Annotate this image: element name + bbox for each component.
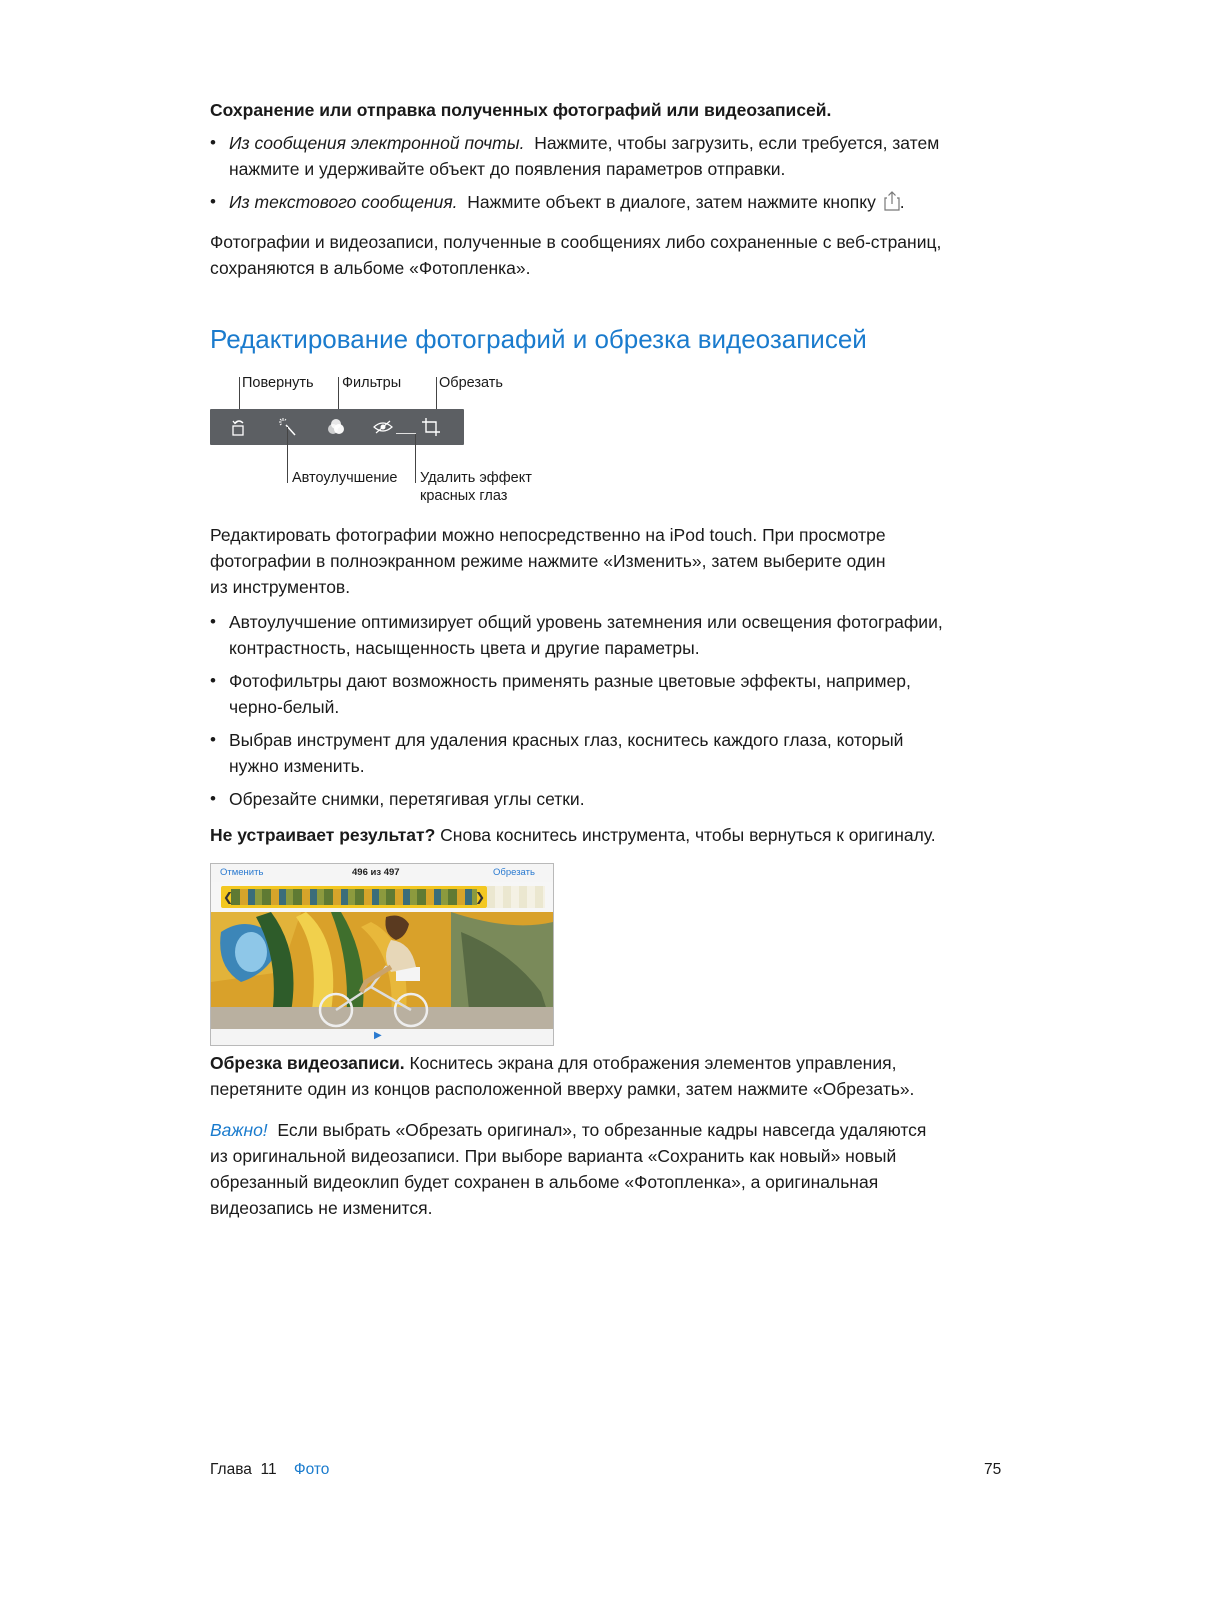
callout-redeye-line2: красных глаз [420,488,508,504]
frame-strip-outside [487,886,545,908]
section-title: Сохранение или отправка полученных фотографий или видеозаписей. [210,100,832,120]
video-trim-screenshot [210,863,554,1046]
para-line: фотографии в полноэкранном режиме нажмите «Изменить», затем выберите один [210,551,886,571]
para-line: Фотографии и видеозаписи, полученные в сообщениях либо сохраненные с веб-страниц, [210,232,942,252]
video-controls [211,1029,553,1045]
callout-line [415,434,416,483]
callout-line [287,427,288,483]
important-label: Важно! [210,1120,268,1140]
video-frame-image [211,912,553,1029]
filters-icon[interactable] [326,417,346,437]
trim-button[interactable]: Обрезать [493,867,535,878]
footer-chapter [210,1460,329,1480]
chapter-link[interactable]: Фото [293,1461,330,1478]
callout-filters: Фильтры [342,375,402,391]
bullet-lead: Из сообщения электронной почты. [229,133,525,153]
bullet-text: Автоулучшение оптимизирует общий уровень затемнения или освещения фотографии, контрастность, насыщенность цвета и другие параметры. [229,612,943,658]
callout-crop: Обрезать [439,375,503,391]
list-item [210,727,980,779]
para-line: Коснитесь экрана для отображения элементов управления, [404,1053,897,1073]
bullet-body-2: нажмите и удерживайте объект до появления параметров отправки. [229,159,786,179]
bullet-lead: Из текстового сообщения. [229,192,458,212]
paragraph [210,1050,1010,1102]
bullet: • [210,192,216,211]
para-line: обрезанный видеоклип будет сохранен в альбоме «Фотопленка», а оригинальная [210,1172,879,1192]
important-note [210,1117,1010,1221]
page-heading: Редактирование фотографий и обрезка видеозаписей [210,324,867,354]
play-icon[interactable]: ▶ [374,1030,382,1041]
share-icon [884,191,900,211]
para-line: Редактировать фотографии можно непосредственно на iPod touch. При просмотре [210,525,886,545]
para-text: Снова коснитесь инструмента, чтобы вернуться к оригиналу. [435,825,936,845]
frame-counter: 496 из 497 [352,867,400,878]
bullet: • [210,730,216,749]
para-line: из инструментов. [210,577,351,597]
list-item [210,189,980,215]
page-number: 75 [984,1461,1002,1478]
list-item [210,130,980,182]
red-eye-icon[interactable] [373,417,393,437]
bullet-text [229,189,980,215]
frame-thumbnails [231,889,477,905]
para-line: видеозапись не изменится. [210,1198,433,1218]
bullet-text: Фотофильтры дают возможность применять разные цветовые эффекты, например, черно-белый. [229,671,911,717]
list-item [210,609,980,661]
para-line: Если выбрать «Обрезать оригинал», то обрезанные кадры навсегда удаляются [277,1120,927,1140]
chapter-number: Глава 11 [210,1461,277,1478]
paragraph [210,822,1010,848]
magic-wand-icon[interactable] [278,417,298,437]
bullet-body: Нажмите, чтобы загрузить, если требуется, затем [534,133,940,153]
paragraph [210,229,1010,281]
bullet-text: Обрезайте снимки, перетягивая углы сетки. [229,789,585,809]
photo-edit-toolbar [210,409,464,445]
list-item [210,786,980,812]
bullet-text [229,130,980,182]
trim-handle-right[interactable]: ❯ [474,890,485,904]
video-top-bar [211,864,553,882]
bullet: • [210,789,216,808]
trim-frame-strip[interactable] [221,886,487,908]
bullet: • [210,612,216,631]
bullet: • [210,671,216,690]
rotate-icon[interactable] [229,417,249,437]
trim-handle-left[interactable]: ❮ [223,890,234,904]
callout-rotate: Повернуть [242,375,314,391]
para-line: из оригинальной видеозаписи. При выборе варианта «Сохранить как новый» новый [210,1146,897,1166]
callout-autoenhance: Автоулучшение [292,470,398,486]
para-bold: Обрезка видеозаписи. [210,1053,405,1073]
callout-redeye-line1: Удалить эффект [420,470,532,486]
callout-line [396,433,416,434]
crop-icon[interactable] [421,417,441,437]
cancel-button[interactable]: Отменить [220,867,264,878]
para-line: сохраняются в альбоме «Фотопленка». [210,258,531,278]
bullet: • [210,133,216,152]
bullet-text: Выбрав инструмент для удаления красных глаз, коснитесь каждого глаза, который нужно изменить. [229,730,904,776]
para-line: перетяните один из концов расположенной вверху рамки, затем нажмите «Обрезать». [210,1079,915,1099]
paragraph [210,522,1010,600]
para-bold: Не устраивает результат? [210,825,436,845]
bullet-suffix: . [899,192,905,212]
list-item [210,668,980,720]
bullet-body: Нажмите объект в диалоге, затем нажмите кнопку [467,192,876,212]
callout-redeye [420,469,532,505]
